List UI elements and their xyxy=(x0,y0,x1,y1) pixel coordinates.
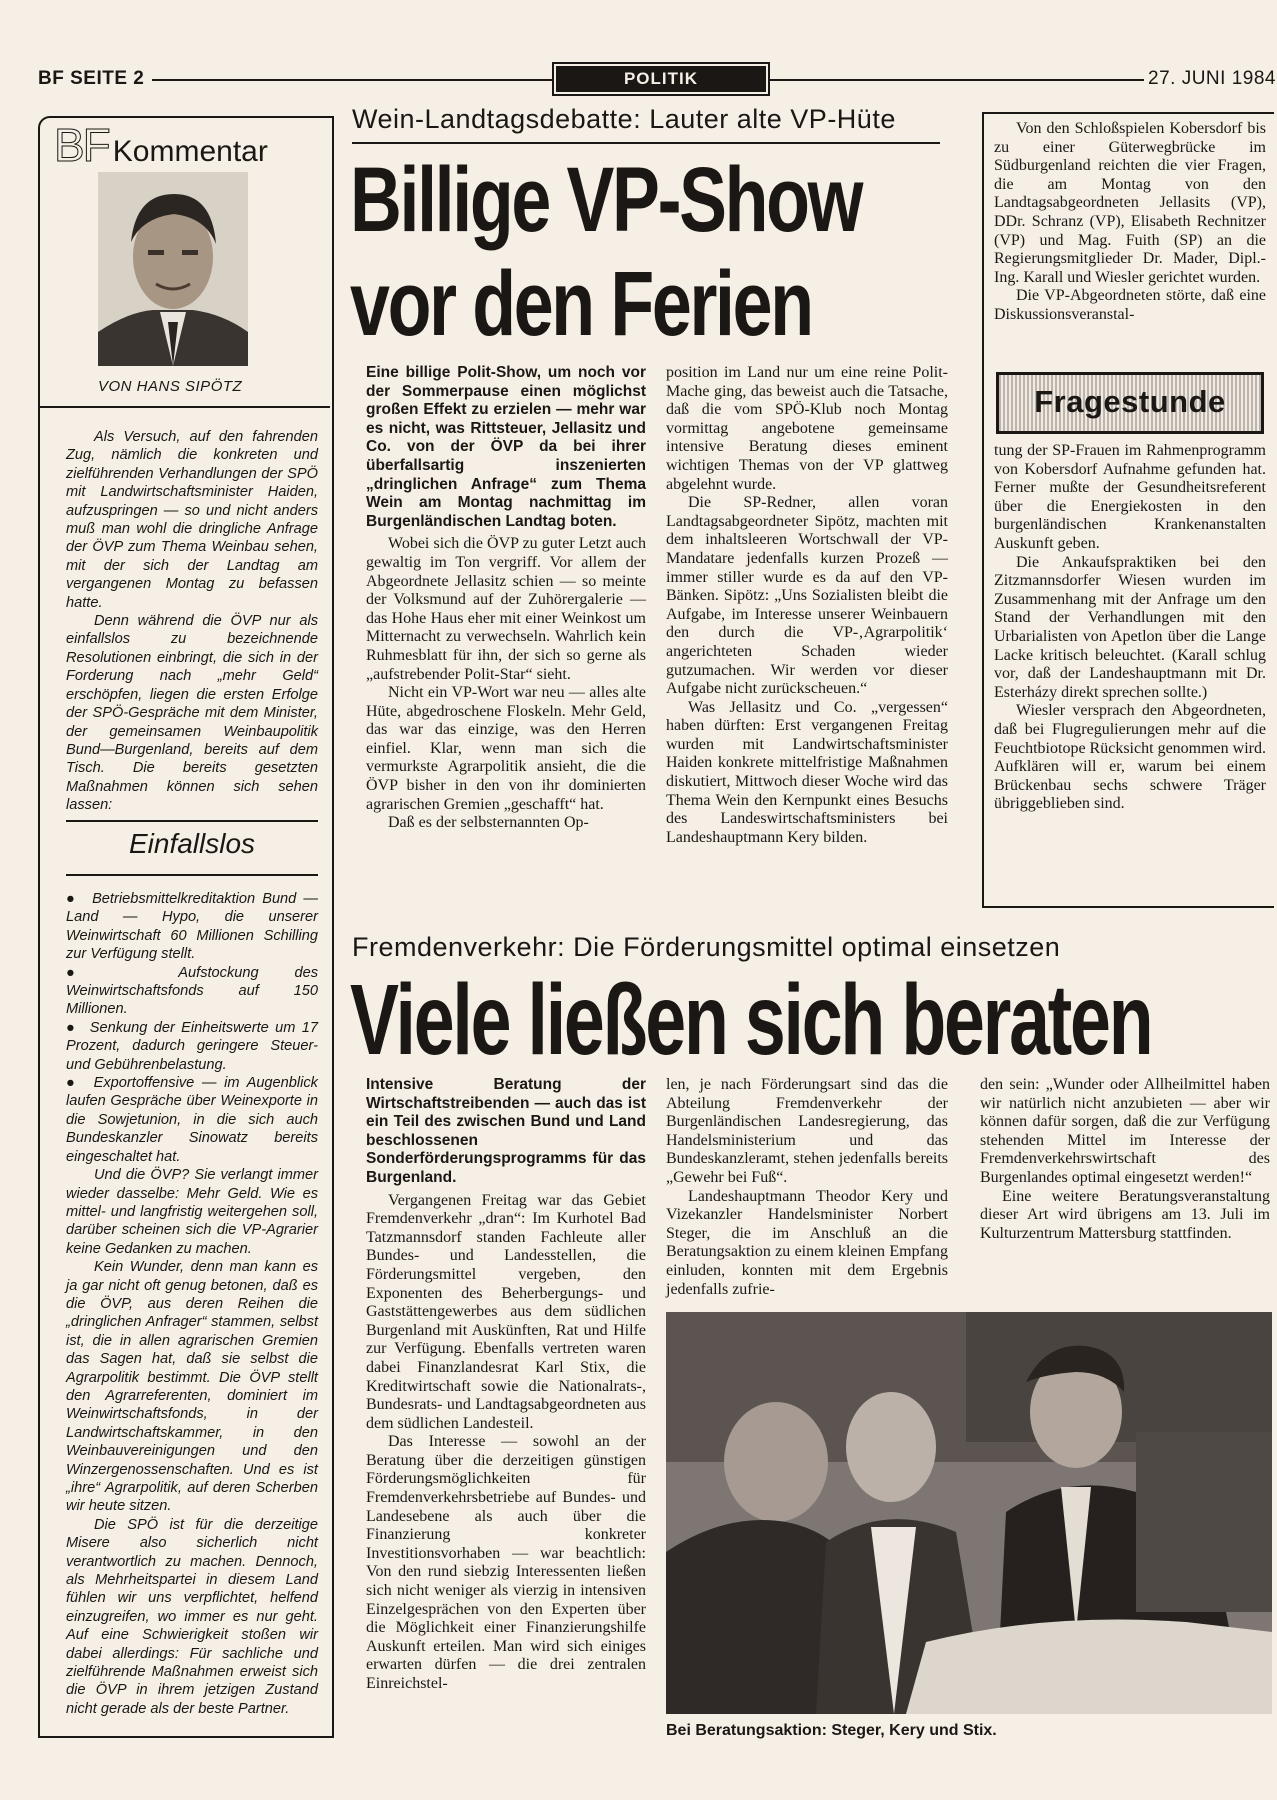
article2-column-2 xyxy=(666,1076,948,1299)
commentary-bullet-text: Exportoffensive — im Augenblick laufen Gespräche über Weinexporte in die Sowjetunion, in die sich auch Bundeskanzler Sinowatz bereits eingeschaltet hat. xyxy=(66,1075,318,1165)
article2-column-1 xyxy=(366,1076,646,1694)
sidebar-body xyxy=(994,442,1266,814)
sidebar-paragraph: tung der SP-Frauen im Rahmenprogramm von Kobersdorf Aufnahme gefunden hat. Ferner mußte der Gesundheitsreferent über die Energiekosten in den burgenländischen Krankenanstalten Auskunft geben. xyxy=(994,442,1266,552)
commentary-bullet-text: Aufstockung des Weinwirtschaftsfonds auf 150 Millionen. xyxy=(66,964,318,1018)
article2-headline: Viele ließen sich beraten xyxy=(350,964,1152,1076)
header-rule-right xyxy=(768,79,1144,81)
commentary-bullets xyxy=(66,890,318,1718)
bullet-dot-icon: ● xyxy=(66,891,93,907)
article2-paragraph: Das Interesse — sowohl an der Beratung über die derzeitigen günstigen Förderungsmöglichkeiten für Fremdenverkehrsbetriebe auf Bundes- und Landesebene als auch über die Finanzierung konkreter Investitionsvorhaben — war beachtlich: Von den rund siebzig Interessenten ließen sich nicht weniger als vierzig in intensiven Einzelgesprächen von den Experten über die Möglichkeit einer Finanzierungshilfe Auskunft erteilen. Man wird sich einiges erwarten dürfen — die drei zentralen Einreichstel- xyxy=(366,1433,646,1692)
article1-paragraph: Nicht ein VP-Wort war neu — alles alte Hüte, abgedroschene Floskeln. Mehr Geld, das war das einzige, was den Herren einfiel. Klar, wenn man sich die vermurkste Agrarpolitik ansieht, die die ÖVP bisher in den von ihr dominierten agrarischen Gremien „geschafft“ hat. xyxy=(366,684,646,813)
commentary-subhead-rule-bottom xyxy=(66,874,318,876)
article1-paragraph: Wobei sich die ÖVP zu guter Letzt auch gewaltig im Ton vergriff. Vor allem der Abgeordnete Jellasitz schien — so meinte der Volksmund auf der Zuhörergalerie — das Hohe Haus eher mit einer Weinkost um Mitternacht zu verwechseln. Wahrlich kein Ruhmesblatt für ihn, der sich so gerne als „aufstrebender Polit-Star“ sieht. xyxy=(366,535,646,683)
header-rule-left xyxy=(152,79,552,81)
commentary-logo-letters: BF xyxy=(54,119,109,171)
commentary-paragraph: Als Versuch, auf den fahrenden Zug, nämlich die konkreten und zielführenden Verhandlungen der SPÖ mit Landwirtschaftsminister Haiden, aufzuspringen — so und nicht anders muß man wohl die dringliche Anfrage der ÖVP zum Thema Weinbau sehen, mit der sich der Landtag am vergangenen Montag zu befassen hatte. xyxy=(66,429,318,611)
article2-paragraph: Landeshauptmann Theodor Kery und Vizekanzler Handelsminister Norbert Steger, die im Anschluß an die Beratungsaktion zu einem kleinen Empfang einluden, konnten mit dem Ergebnis jedenfalls zufrie- xyxy=(666,1187,948,1298)
article1-kicker: Wein-Landtagsdebatte: Lauter alte VP-Hüte xyxy=(352,104,896,134)
commentary-bullet-text: Betriebsmittelkreditaktion Bund — Land — Hypo, die unserer Weinwirtschaft 60 Millionen Schilling zur Verfügung stellt. xyxy=(66,891,318,963)
article2-lead: Intensive Beratung der Wirtschaftstreibenden — auch das ist ein Teil des zwischen Bund und Land beschlossenen Sonderförderungsprogramms für das Burgenland. xyxy=(366,1076,646,1186)
article2-column-3 xyxy=(980,1076,1270,1243)
commentary-logo xyxy=(54,118,268,172)
sidebar-paragraph: Die VP-Abgeordneten störte, daß eine Diskussionsveranstal- xyxy=(994,287,1266,323)
article1-column-2 xyxy=(666,364,948,847)
photo-caption: Bei Beratungsaktion: Steger, Kery und Stix. xyxy=(666,1722,997,1739)
section-label-text: POLITIK xyxy=(623,69,699,88)
commentary-bullet xyxy=(66,964,318,1019)
article1-kicker-rule xyxy=(352,142,940,144)
sidebar-label: Fragestunde xyxy=(1034,384,1226,419)
article1-paragraph: position im Land nur um eine reine Polit-Mache ging, das beweist auch die Tatsache, daß die vom SPÖ-Klub noch Montag vormittag angebotene gemeinsame intensive Beratung dieses eminent wichtigen Themas von der VP glattweg abgelehnt wurde. xyxy=(666,364,948,493)
article2-paragraph: Eine weitere Beratungsveranstaltung dieser Art wird übrigens am 13. Juli im Kulturzentrum Mattersburg stattfinden. xyxy=(980,1187,1270,1242)
commentary-bullet xyxy=(66,890,318,964)
article1-lead: Eine billige Polit-Show, um noch vor der Sommerpause einen möglichst großen Effekt zu erzielen — mehr war es nicht, was Rittsteuer, Jellasitz und Co. von der ÖVP da bei ihrer überfallsartig inszenierten „dringlichen Anfrage“ zum Thema Wein am Montag nachmittag im Burgenländischen Landtag boten. xyxy=(366,364,646,530)
commentary-subhead: Einfallslos xyxy=(128,828,256,859)
article2-paragraph: den sein: „Wunder oder Allheilmittel haben wir natürlich nicht anzubieten — aber wir können dafür sorgen, daß die zur Verfügung stehenden Mittel im Interesse der Fremdenverkehrswirtschaft des Burgenlandes optimal eingesetzt werden!“ xyxy=(980,1076,1270,1186)
commentary-paragraph: Denn während die ÖVP nur als einfallslos zu bezeichnende Resolutionen einbringt, die sich in der Forderung nach „mehr Geld“ erschöpfen, liegen die ersten Erfolge der SPÖ-Gespräche mit dem Minister, der gemeinsamen Weinbaupolitik Bund—Burgenland, bereits auf dem Tisch. Die bereits gesetzten Maßnahmen können sich sehen lassen: xyxy=(66,613,318,814)
article1-paragraph: Die SP-Redner, allen voran Landtagsabgeordneter Sipötz, machten mit dem inhaltsleeren Wortschwall der VP-Mandatare jedenfalls kurzen Prozeß — immer stiller wurde es da auf den VP-Bänken. Sipötz: „Uns Sozialisten bleibt die Aufgabe, im Interesse unserer Weinbauern den durch die VP-‚Agrarpolitik‘ angerichteten Schaden wieder gutzumachen. Wir werden vor dieser Aufgabe nicht zurückscheuen.“ xyxy=(666,494,948,698)
commentary-subhead-rule-top xyxy=(66,820,318,822)
commentary-paragraph: Und die ÖVP? Sie verlangt immer wieder dasselbe: Mehr Geld. Wie es mittel- und langfristig weitergehen soll, darüber scheinen sich die VP-Agrarier keine Gedanken zu machen. xyxy=(66,1167,318,1257)
author-portrait-drawing xyxy=(98,172,248,366)
bullet-dot-icon: ● xyxy=(66,1075,94,1092)
commentary-paragraph: Die SPÖ ist für die derzeitige Misere also sicherlich nicht verantwortlich zu machen. Dennoch, als Mehrheitspartei in diesem Land fühlen wir uns verpflichtet, helfend einzugreifen, wo immer es nur geht. Auf eine Schwierigkeit stoßen wir dabei allerdings: Für sachliche und zielführende Maßnahmen erweist sich die ÖVP in ihrem jetzigen Zustand nicht gerade als der beste Partner. xyxy=(66,1516,318,1717)
bullet-dot-icon: ● xyxy=(66,1019,90,1036)
commentary-byline: VON HANS SIPÖTZ xyxy=(98,378,243,395)
article1-paragraph: Daß es der selbsternannten Op- xyxy=(388,814,589,832)
sidebar-paragraph: Wiesler versprach den Abgeordneten, daß bei Flugregulierungen mehr auf die Feuchtbiotope Rücksicht genommen wird. Aufklären will er, warum bei einem Brückenbau sechs schwere Träger übriggeblieben sind. xyxy=(994,702,1266,813)
article2-paragraph: Vergangenen Freitag war das Gebiet Fremdenverkehr „dran“: Im Kurhotel Bad Tatzmannsdorf standen Fachleute aller Bundes- und Landesstellen, die Förderungsmittel vergeben, den Exponenten des Beherbergungs- und Gaststättengewerbes aus dem südlichen Burgenland mit Auskünften, Rat und Hilfe zur Verfügung. Ebenfalls vertreten waren dabei Finanzlandesrat Karl Stix, die Kreditwirtschaft sowie die Nationalrats-, Bundesrats- und Landtagsabgeordneten aus dem südlichen Landesteil. xyxy=(366,1191,646,1432)
section-label xyxy=(552,62,770,96)
page-label: BF SEITE 2 xyxy=(38,68,145,89)
article1-headline-line2: vor den Ferien xyxy=(350,253,812,355)
sidebar-paragraph: Die Ankaufspraktiken bei den Zitzmannsdorfer Wiesen wurden im Zusammenhang mit der Anfrage um den Stand der Verhandlungen mit den Urbarialisten von Apetlon über die Lange Lacke kritisch beleuchtet. (Karall schlug vor, daß der Landeshauptmann mit Dr. Esterházy direkt sprechen sollte.) xyxy=(994,553,1266,701)
article1-paragraph: Was Jellasitz und Co. „vergessen“ haben dürften: Erst vergangenen Freitag wurden mit Landwirtschaftsminister Haiden konkrete mittelfristige Maßnahmen diskutiert, Mittwoch dieser Woche wird das Thema Wein den Kernpunkt eines Besuchs des Landeswirtschaftsministers bei Landeshauptmann Kery bilden. xyxy=(666,698,948,846)
meeting-photo-drawing xyxy=(666,1312,1272,1714)
article2-kicker: Fremdenverkehr: Die Förderungsmittel optimal einsetzen xyxy=(352,932,1061,962)
commentary-intro xyxy=(66,428,318,815)
bullet-dot-icon: ● xyxy=(66,964,179,981)
commentary-bullet xyxy=(66,1074,318,1166)
author-portrait xyxy=(98,172,248,366)
sidebar-label-box xyxy=(996,372,1264,434)
commentary-bullet xyxy=(66,1019,318,1074)
article2-paragraph: len, je nach Förderungsart sind das die Abteilung Fremdenverkehr der Burgenländischen Landesregierung, das Handelsministerium und das Bundeskanzleramt, stehen jedenfalls bereits „Gewehr bei Fuß“. xyxy=(666,1076,948,1186)
page-date: 27. JUNI 1984 xyxy=(1148,68,1276,89)
commentary-bullet-text: Senkung der Einheitswerte um 17 Prozent, dadurch geringere Steuer- und Gebührenbelastung. xyxy=(66,1019,318,1073)
article1-headline-line1: Billige VP-Show xyxy=(350,149,862,251)
sidebar-paragraph: Von den Schloßspielen Kobersdorf bis zu einer Güterwegbrücke im Südburgenland reichten die vier Fragen, die am Montag von den Landtagsabgeordneten Jellasits (VP), DDr. Schranz (VP), Elisabeth Rechnitzer (VP) und Mag. Fuith (SP) an die Regierungsmitglieder Dr. Mader, Dipl.-Ing. Karall und Wiesler gerichtet wurden. xyxy=(994,120,1266,286)
article1-column-1 xyxy=(366,364,646,833)
meeting-photo xyxy=(666,1312,1272,1714)
sidebar-top-text xyxy=(994,120,1266,325)
commentary-paragraph: Kein Wunder, denn man kann es ja gar nicht oft genug betonen, daß es die ÖVP, aus deren Reihen die „dringlichen Anfrager“ stammen, selbst ist, die in allen agrarischen Gremien das Sagen hat, daß sie selbst die Agrarpolitik bestimmt. Die ÖVP stellt den Agrarreferenten, dominiert im Weinwirtschaftsfonds, in der Landwirtschaftskammer, in den Weinbauvereinigungen und den Winzergenossenschaften. Und es ist „ihre“ Agrarpolitik, auf deren Scherben wir heute sitzen. xyxy=(66,1259,318,1515)
commentary-logo-word: Kommentar xyxy=(112,135,268,168)
